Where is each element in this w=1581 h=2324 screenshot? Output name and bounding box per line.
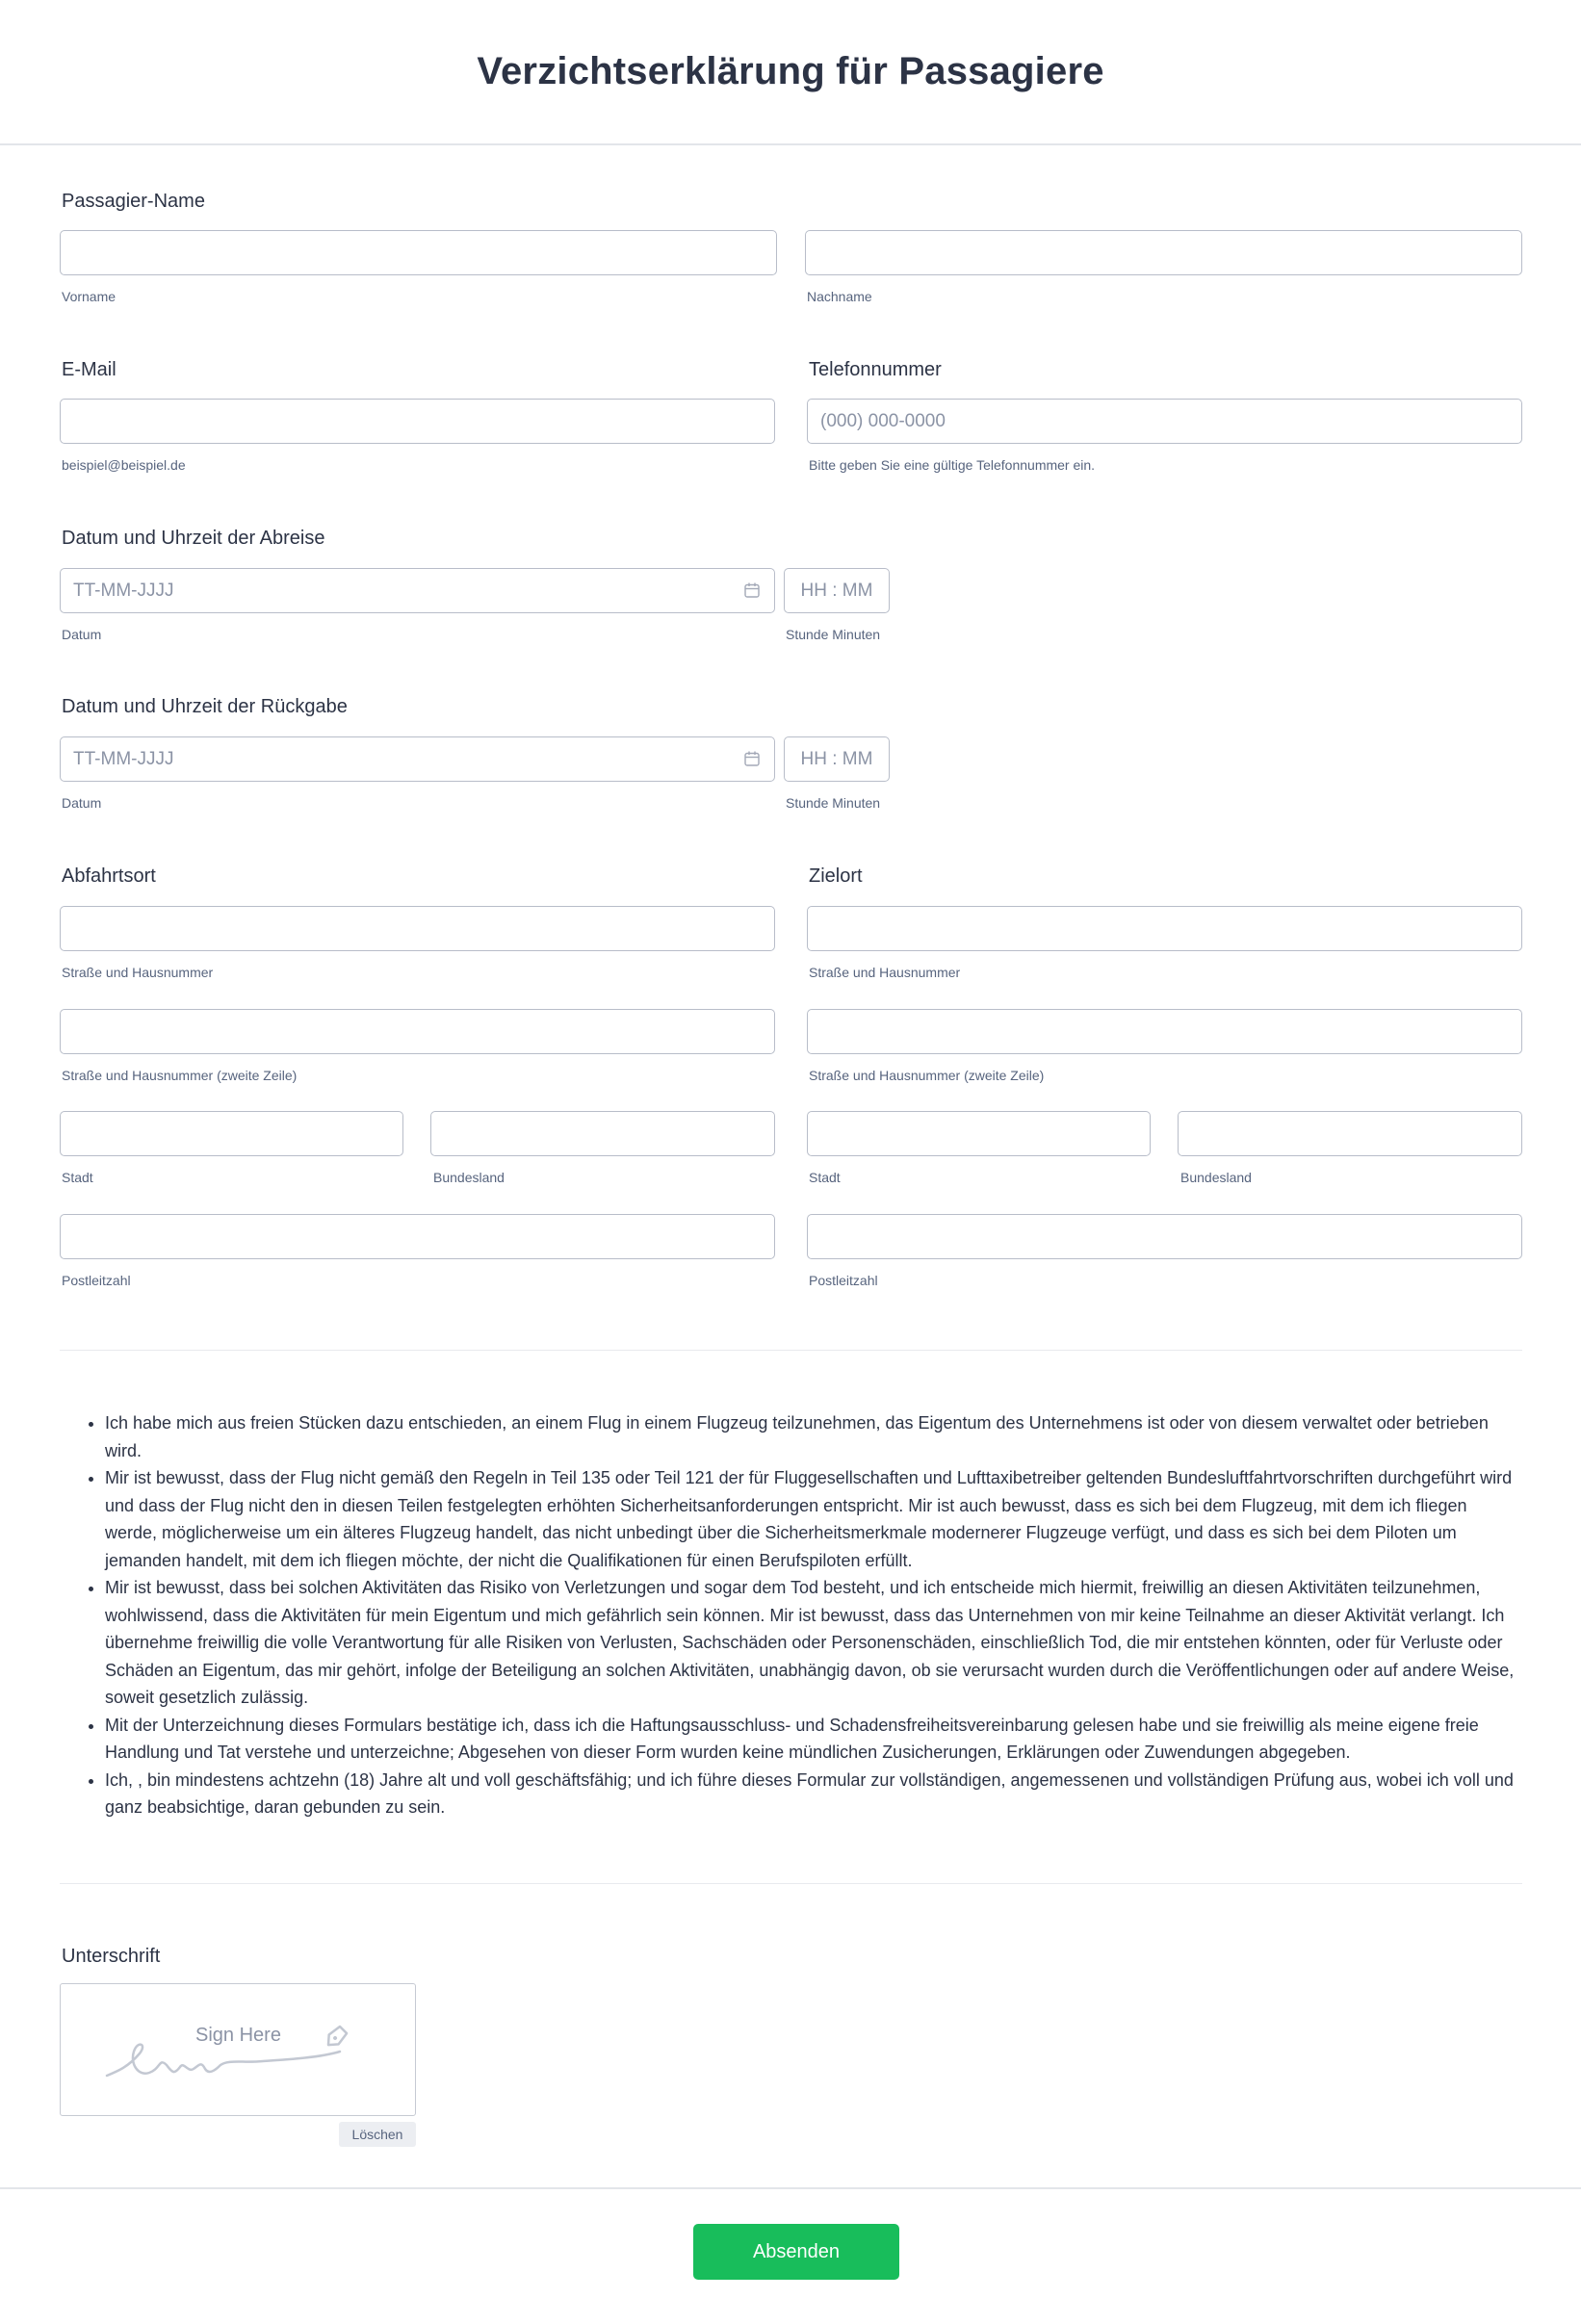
departure-street-sublabel: Straße und Hausnummer — [62, 965, 214, 980]
return-time-input[interactable]: HH : MM — [784, 736, 890, 782]
departure-date-placeholder: TT-MM-JJJJ — [73, 580, 174, 601]
first-name-input[interactable] — [60, 230, 777, 275]
departure-time-input[interactable]: HH : MM — [784, 568, 890, 613]
last-name-input[interactable] — [805, 230, 1522, 275]
destination-label: Zielort — [809, 865, 863, 887]
departure-place-label: Abfahrtsort — [62, 865, 156, 887]
departure-date-input[interactable] — [60, 568, 775, 613]
departure-datetime-label: Datum und Uhrzeit der Abreise — [62, 528, 325, 549]
submit-button[interactable]: Absenden — [693, 2224, 899, 2280]
signature-pad[interactable] — [60, 1983, 416, 2116]
terms-item: • Mir ist bewusst, dass der Flug nicht gemäß den Regeln in Teil 135 oder Teil 121 der für Fluggesellschaften und Lufttaxibetreiber geltenden Bundesluftfahrtvorschriften durchgeführt wird und dass der Flug nicht den in diesen Teilen festgelegten erhöhten Sicherheitsanforderungen entspricht. Mir ist auch bewusst, dass es sich bei dem Flugzeug, mit dem ich fliegen werde, möglicherweise um ein älteres Flugzeug handelt, das nicht unbedingt über die Sicherheitsmerkmale modernerer Flugzeuge verfügt, und dass es sich bei dem Piloten um jemanden handelt, mit dem ich fliegen möchte, der nicht die Qualifikationen für einen Berufspiloten erfüllt. — [105, 1464, 1523, 1574]
return-datetime-label: Datum und Uhrzeit der Rückgabe — [62, 696, 348, 717]
email-label: E-Mail — [62, 359, 117, 380]
departure-zip-sublabel: Postleitzahl — [62, 1273, 131, 1288]
passenger-name-label: Passagier-Name — [62, 191, 205, 212]
phone-sublabel: Bitte geben Sie eine gültige Telefonnummer ein. — [809, 457, 1096, 473]
signature-label: Unterschrift — [62, 1946, 161, 1967]
return-time-sublabel: Stunde Minuten — [786, 795, 881, 811]
departure-zip-input[interactable] — [60, 1214, 775, 1259]
destination-city-sublabel: Stadt — [809, 1170, 841, 1185]
destination-state-sublabel: Bundesland — [1180, 1170, 1252, 1185]
departure-city-input[interactable] — [60, 1111, 403, 1156]
departure-time-sublabel: Stunde Minuten — [786, 627, 881, 642]
calendar-icon[interactable] — [743, 581, 761, 599]
terms-item: • Mir ist bewusst, dass bei solchen Aktivitäten das Risiko von Verletzungen und sogar dem Tod besteht, und ich entscheide mich hiermit, freiwillig an diesen Aktivitäten teilzunehmen, wohlwissend, dass die Aktivitäten für mein Eigentum und mich gefährlich sein können. Mir ist bewusst, dass das Unternehmen von mir keine Teilnahme an dieser Aktivität verlangt. Ich übernehme freiwillig die volle Verantwortung für alle Risiken von Verlusten, Sachschäden oder Personenschäden, einschließlich Tod, die mir entstehen könnten, oder für Verluste oder Schäden an Eigentum, das mir gehört, infolge der Beteiligung an solchen Aktivitäten, unabhängig davon, ob sie verursacht wurden durch die Veröffentlichungen oder auf andere Weise, soweit gesetzlich zulässig. — [105, 1574, 1523, 1712]
form-title: Verzichtserklärung für Passagiere — [477, 50, 1104, 92]
departure-street2-input[interactable] — [60, 1009, 775, 1054]
destination-city-input[interactable] — [807, 1111, 1151, 1156]
terms-item: • Ich, , bin mindestens achtzehn (18) Jahre alt und voll geschäftsfähig; und ich führe dieses Formular zur vollständigen, angemessenen und vollständigen Prüfung aus, wobei ich voll und ganz beabsichtige, daran gebunden zu sein. — [105, 1767, 1523, 1821]
form-header — [0, 0, 1581, 145]
section-divider — [60, 1883, 1522, 1884]
waiver-terms — [60, 1409, 1523, 1821]
phone-label: Telefonnummer — [809, 359, 942, 380]
departure-street-input[interactable] — [60, 906, 775, 951]
terms-list — [60, 1409, 1523, 1821]
email-input[interactable] — [60, 399, 775, 444]
destination-zip-sublabel: Postleitzahl — [809, 1273, 878, 1288]
departure-street2-sublabel: Straße und Hausnummer (zweite Zeile) — [62, 1068, 298, 1083]
section-divider — [60, 1350, 1522, 1351]
departure-state-sublabel: Bundesland — [433, 1170, 505, 1185]
return-date-placeholder: TT-MM-JJJJ — [73, 748, 174, 769]
return-date-input[interactable] — [60, 736, 775, 782]
destination-zip-input[interactable] — [807, 1214, 1522, 1259]
departure-date-sublabel: Datum — [62, 627, 102, 642]
destination-street2-sublabel: Straße und Hausnummer (zweite Zeile) — [809, 1068, 1045, 1083]
destination-street-input[interactable] — [807, 906, 1522, 951]
last-name-sublabel: Nachname — [807, 289, 872, 304]
departure-city-sublabel: Stadt — [62, 1170, 93, 1185]
terms-item: • Mit der Unterzeichnung dieses Formulars bestätige ich, dass ich die Haftungsausschluss- und Schadensfreiheitsvereinbarung gelesen habe und sie freiwillig als meine eigene freie Handlung und Tat verstehe und unterzeichne; Abgesehen von dieser Form wurden keine mündlichen Zusicherungen, Erklärungen oder Zuwendungen abgegeben. — [105, 1712, 1523, 1767]
calendar-icon[interactable] — [743, 750, 761, 767]
terms-item: • Ich habe mich aus freien Stücken dazu entschieden, an einem Flug in einem Flugzeug teilzunehmen, das Eigentum des Unternehmens ist oder von diesem verwaltet oder betrieben wird. — [105, 1409, 1523, 1464]
destination-street-sublabel: Straße und Hausnummer — [809, 965, 961, 980]
phone-input[interactable]: (000) 000-0000 — [807, 399, 1522, 444]
destination-state-input[interactable] — [1178, 1111, 1522, 1156]
email-sublabel: beispiel@beispiel.de — [62, 457, 186, 473]
return-date-sublabel: Datum — [62, 795, 102, 811]
destination-street2-input[interactable] — [807, 1009, 1522, 1054]
signature-scribble-icon — [61, 1984, 417, 2117]
first-name-sublabel: Vorname — [62, 289, 117, 304]
departure-state-input[interactable] — [430, 1111, 775, 1156]
clear-signature-button[interactable]: Löschen — [339, 2122, 416, 2147]
signature-placeholder: Sign Here — [195, 2025, 281, 2046]
